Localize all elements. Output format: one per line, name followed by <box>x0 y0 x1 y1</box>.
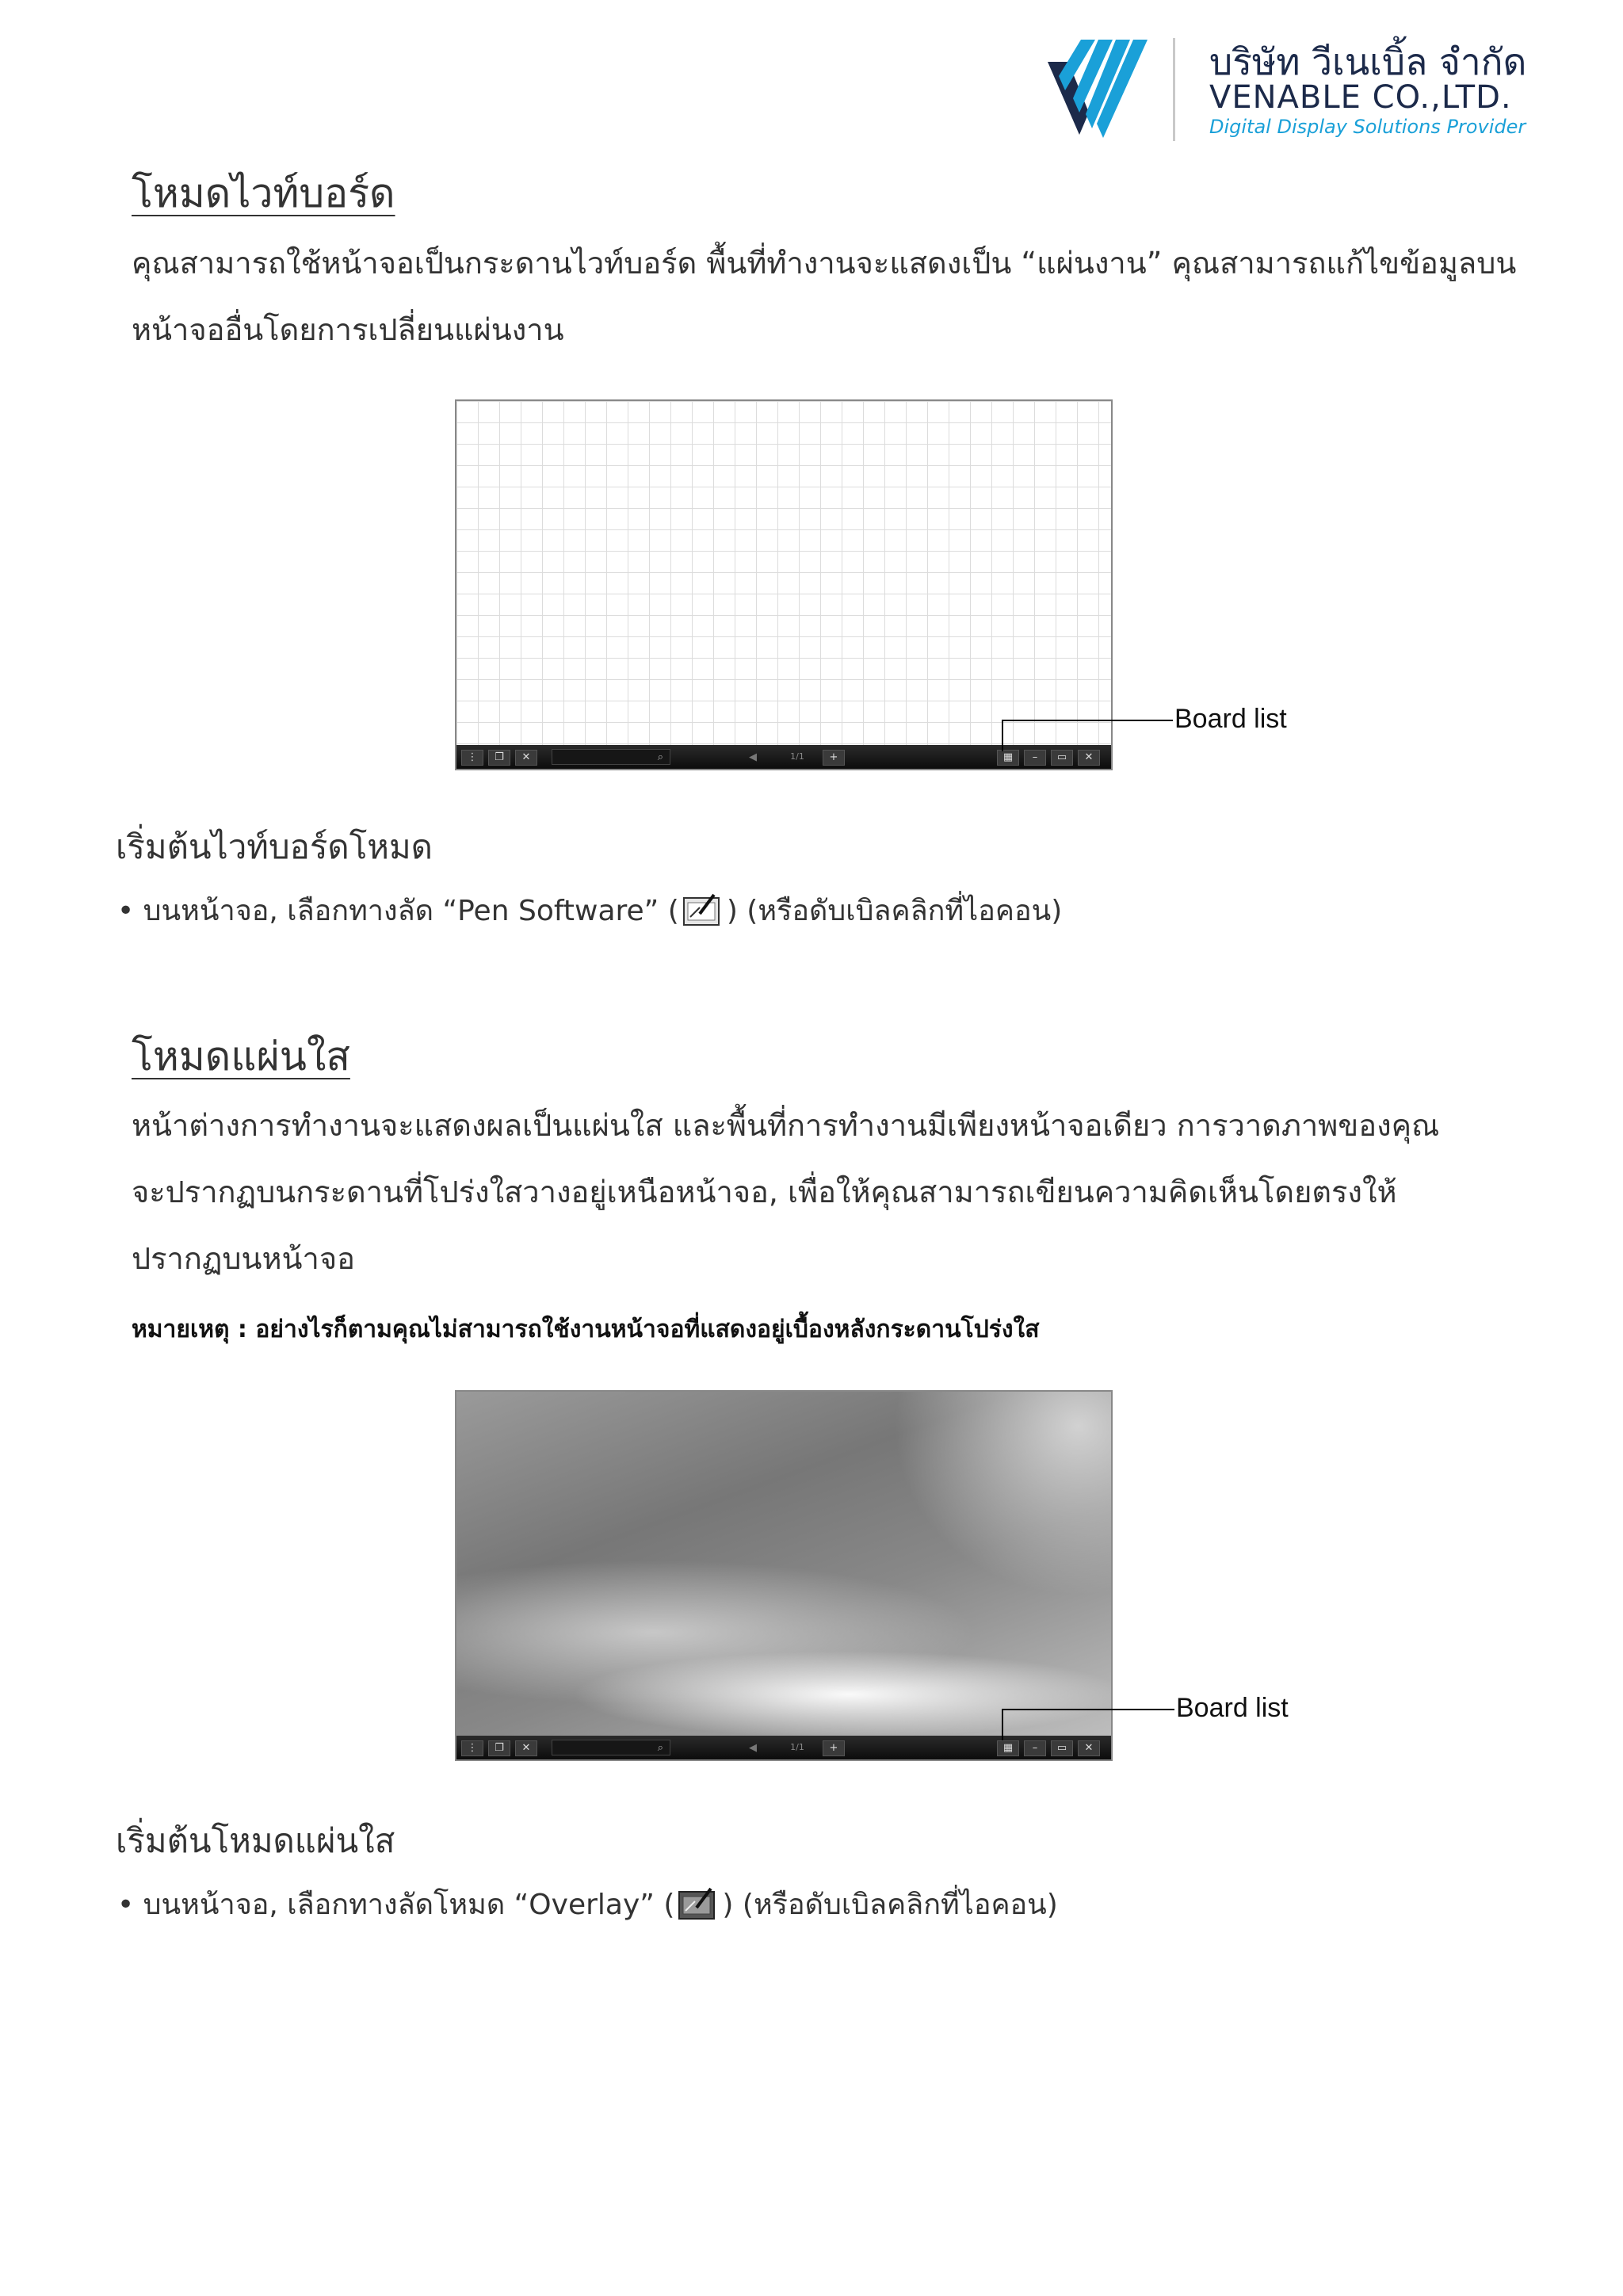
overlay-description-line-1: หน้าต่างการทำงานจะแสดงผลเป็นแผ่นใส และพื้นที่การทำงานมีเพียงหน้าจอเดียว การวาดภาพของคุณ <box>132 1108 1440 1143</box>
page-indicator: 1/1 <box>790 751 804 762</box>
overlay-description-line-2: จะปรากฏบนกระดานที่โปร่งใสวางอยู่เหนือหน้าจอ, เพื่อให้คุณสามารถเขียนความคิดเห็นโดยตรงให้ <box>132 1175 1397 1209</box>
minimize-icon[interactable]: – <box>1024 1740 1046 1756</box>
overlay-start-heading: เริ่มต้นโหมดแผ่นใส <box>116 1821 395 1860</box>
copy-icon[interactable]: ❐ <box>488 1740 510 1756</box>
close-x-icon[interactable]: ✕ <box>515 750 537 766</box>
overlay-note: หมายเหตุ : อย่างไรก็ตามคุณไม่สามารถใช้งานหน้าจอที่แสดงอยู่เบื้องหลังกระดานโปร่งใส <box>132 1316 1040 1343</box>
logo-divider <box>1173 38 1175 141</box>
overlay-icon[interactable] <box>678 1887 719 1922</box>
add-page-icon[interactable]: + <box>823 1740 845 1756</box>
prev-page-icon[interactable]: ◀ <box>749 751 757 763</box>
restore-icon[interactable]: ▭ <box>1051 1740 1073 1756</box>
whiteboard-callout-line <box>1002 720 1173 721</box>
close-icon[interactable]: ✕ <box>1078 1740 1100 1756</box>
prev-page-icon[interactable]: ◀ <box>749 1742 757 1754</box>
search-icon: ⌕ <box>657 1742 663 1754</box>
whiteboard-description-line-1: คุณสามารถใช้หน้าจอเป็นกระดานไวท์บอร์ด พื้นที่ทำงานจะแสดงเป็น “แผ่นงาน” คุณสามารถแก้ไขข้อมูลบน <box>132 246 1517 281</box>
whiteboard-toolbar <box>456 745 1111 769</box>
whiteboard-description-line-2: หน้าจออื่นโดยการเปลี่ยนแผ่นงาน <box>132 312 564 347</box>
search-icon: ⌕ <box>657 751 663 763</box>
whiteboard-callout-stub <box>1002 720 1003 751</box>
whiteboard-start-heading: เริ่มต้นไวท์บอร์ดโหมด <box>116 827 433 866</box>
venable-logo <box>1048 40 1155 138</box>
overlay-description-line-3: ปรากฏบนหน้าจอ <box>132 1241 355 1276</box>
minimize-icon[interactable]: – <box>1024 750 1046 766</box>
overlay-heading: โหมดแผ่นใส <box>132 1033 350 1079</box>
overlay-board-list-label: Board list <box>1176 1693 1289 1723</box>
menu-icon[interactable]: ⋮ <box>461 1740 483 1756</box>
overlay-callout-line <box>1002 1709 1174 1710</box>
close-icon[interactable]: ✕ <box>1078 750 1100 766</box>
overlay-bullet-text-before: • บนหน้าจอ, เลือกทางลัดโหมด “Overlay” ( <box>117 1889 675 1921</box>
whiteboard-board-list-label: Board list <box>1174 704 1287 734</box>
board-list-icon[interactable]: ▦ <box>997 1740 1019 1756</box>
board-list-icon[interactable]: ▦ <box>997 750 1019 766</box>
company-name-english: VENABLE CO.,LTD. <box>1209 79 1512 116</box>
whiteboard-grid <box>456 401 1111 745</box>
whiteboard-screenshot <box>455 399 1113 770</box>
overlay-wallpaper <box>456 1392 1111 1736</box>
toolbar-search[interactable] <box>552 749 670 765</box>
company-name-thai: บริษัท วีเนเบิ้ล จำกัด <box>1209 40 1527 83</box>
company-tagline: Digital Display Solutions Provider <box>1209 116 1526 138</box>
whiteboard-start-bullet <box>117 888 1062 933</box>
whiteboard-bullet-text-after: ) (หรือดับเบิลคลิกที่ไอคอน) <box>726 895 1063 927</box>
overlay-toolbar <box>456 1736 1111 1759</box>
restore-icon[interactable]: ▭ <box>1051 750 1073 766</box>
whiteboard-bullet-text-before: • บนหน้าจอ, เลือกทางลัด “Pen Software” ( <box>117 895 679 927</box>
overlay-callout-stub <box>1002 1709 1003 1740</box>
add-page-icon[interactable]: + <box>823 750 845 766</box>
toolbar-search[interactable] <box>552 1740 670 1755</box>
menu-icon[interactable]: ⋮ <box>461 750 483 766</box>
close-x-icon[interactable]: ✕ <box>515 1740 537 1756</box>
overlay-bullet-text-after: ) (หรือดับเบิลคลิกที่ไอคอน) <box>722 1889 1058 1921</box>
overlay-screenshot <box>455 1390 1113 1761</box>
copy-icon[interactable]: ❐ <box>488 750 510 766</box>
overlay-start-bullet <box>117 1881 1058 1927</box>
pen-software-icon[interactable] <box>682 893 724 928</box>
page-indicator: 1/1 <box>790 1742 804 1752</box>
whiteboard-heading: โหมดไวท์บอร์ด <box>132 170 395 216</box>
